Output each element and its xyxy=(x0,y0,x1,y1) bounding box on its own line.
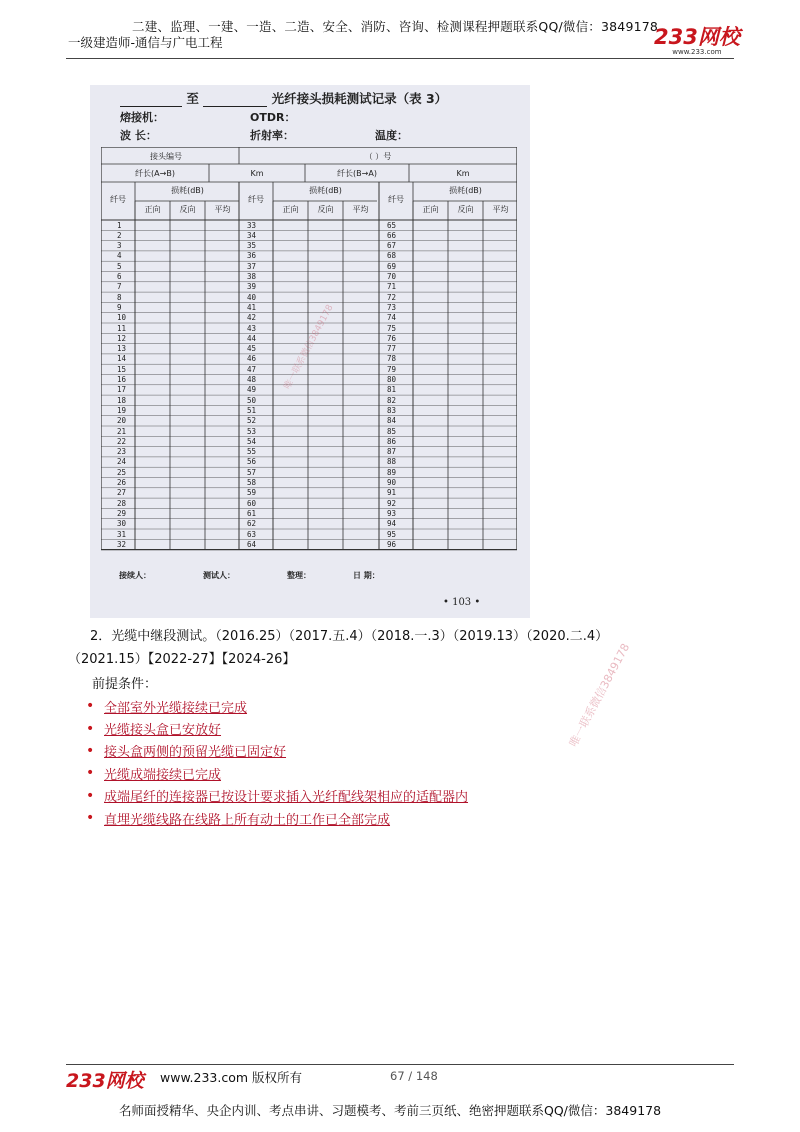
fiber-number: 56 xyxy=(247,457,257,467)
fiber-number: 4 xyxy=(117,251,122,261)
reverse-header: 反向 xyxy=(457,205,474,214)
fiber-number: 76 xyxy=(387,333,397,343)
bullet-icon: • xyxy=(86,810,95,827)
condition-link[interactable]: 全部室外光缆接续已完成 xyxy=(104,700,248,716)
fiber-number: 91 xyxy=(387,488,397,498)
scanned-test-record-image xyxy=(90,85,530,618)
fiber-number: 50 xyxy=(247,395,257,405)
fiber-no-header: 纤号 xyxy=(110,195,126,204)
fiber-number: 41 xyxy=(247,302,257,312)
fiber-number: 77 xyxy=(387,344,397,354)
average-header: 平均 xyxy=(492,205,509,214)
len-ab-label: 纤长(A→B) xyxy=(135,169,175,178)
scan-watermark: 唯一联系微信3849178 xyxy=(282,303,336,392)
fiber-number: 89 xyxy=(387,467,397,477)
fiber-number: 90 xyxy=(387,478,397,487)
loss-header: 损耗(dB) xyxy=(171,186,204,195)
bullet-icon: • xyxy=(86,787,95,804)
fiber-number: 43 xyxy=(247,323,257,333)
test-record-grid xyxy=(101,147,517,618)
fiber-number: 70 xyxy=(387,272,397,281)
fiber-no-header: 纤号 xyxy=(388,195,404,204)
joint-no-value: （ ）号 xyxy=(364,152,392,161)
list-item xyxy=(86,762,468,784)
len-ba-unit: Km xyxy=(456,169,470,178)
fiber-number: 19 xyxy=(117,405,127,415)
footer-organizer: 整理： xyxy=(287,571,311,580)
len-ab-unit: Km xyxy=(250,169,264,178)
fiber-number: 54 xyxy=(247,436,257,446)
fiber-number: 9 xyxy=(117,302,122,312)
fiber-number: 37 xyxy=(247,261,257,271)
condition-link[interactable]: 光缆成端接续已完成 xyxy=(104,767,222,783)
fiber-number: 85 xyxy=(387,426,397,436)
bullet-icon: • xyxy=(86,698,95,715)
fiber-number: 12 xyxy=(117,333,127,343)
fiber-number: 36 xyxy=(247,251,257,261)
fiber-number: 29 xyxy=(117,508,127,518)
fiber-number: 31 xyxy=(117,529,127,539)
fiber-number: 92 xyxy=(387,498,397,508)
fiber-number: 39 xyxy=(247,282,257,292)
footer-site: www.233.com 版权所有 xyxy=(160,1070,302,1085)
condition-link[interactable]: 成端尾纤的连接器已按设计要求插入光纤配线架相应的适配器内 xyxy=(104,790,469,806)
fiber-number: 3 xyxy=(117,241,122,251)
fiber-number: 87 xyxy=(387,447,397,457)
fiber-number: 14 xyxy=(117,354,127,364)
fiber-number: 35 xyxy=(247,241,257,251)
fiber-number: 20 xyxy=(117,416,127,426)
bullet-icon: • xyxy=(86,742,95,759)
scan-line-wavelength: 波 长： xyxy=(120,129,157,142)
brand-logo-top xyxy=(654,21,740,56)
logo-text: 233网校 xyxy=(654,25,740,49)
forward-header: 正向 xyxy=(422,205,439,214)
fiber-number: 28 xyxy=(117,498,127,508)
fiber-number: 32 xyxy=(117,539,127,549)
forward-header: 正向 xyxy=(282,205,299,214)
scan-title: 至 光纤接头损耗测试记录（表 3） xyxy=(120,89,447,107)
fiber-number: 61 xyxy=(247,508,257,518)
fiber-number: 16 xyxy=(117,375,127,384)
scan-line-otdr: OTDR： xyxy=(250,111,296,124)
fiber-number: 66 xyxy=(387,230,397,240)
fiber-number: 21 xyxy=(117,426,127,436)
fiber-number: 57 xyxy=(247,467,257,477)
section-heading-line2: （2021.15）【2022-27】【2024-26】 xyxy=(68,652,296,667)
fiber-number: 68 xyxy=(387,251,397,261)
fiber-number: 75 xyxy=(387,323,397,333)
fiber-number: 11 xyxy=(117,323,127,333)
footer-divider xyxy=(66,1064,734,1065)
fiber-number: 82 xyxy=(387,395,397,405)
fiber-number: 52 xyxy=(247,416,257,426)
footer-date: 日 期： xyxy=(353,571,380,580)
forward-header: 正向 xyxy=(144,205,161,214)
fiber-number: 84 xyxy=(387,416,397,426)
list-item xyxy=(86,740,468,762)
fiber-number: 60 xyxy=(247,498,257,508)
fiber-number: 1 xyxy=(117,220,122,230)
fiber-number: 5 xyxy=(117,261,122,271)
scan-line-machine: 熔接机： xyxy=(120,111,164,124)
fiber-number: 59 xyxy=(247,488,257,498)
loss-header: 损耗(dB) xyxy=(449,186,482,195)
condition-link[interactable]: 光缆接头盒已安放好 xyxy=(104,723,222,739)
list-item xyxy=(86,807,468,829)
condition-link[interactable]: 直埋光缆线路在线路上所有动土的工作已全部完成 xyxy=(104,812,391,828)
conditions-list xyxy=(86,695,468,829)
header-divider xyxy=(66,58,734,59)
fiber-number: 80 xyxy=(387,375,397,384)
fiber-number: 27 xyxy=(117,488,127,498)
fiber-number: 45 xyxy=(247,344,257,354)
average-header: 平均 xyxy=(214,205,231,214)
logo-text: 233网校 xyxy=(66,1070,144,1092)
condition-link[interactable]: 接头盒两侧的预留光缆已固定好 xyxy=(104,745,287,761)
fiber-number: 51 xyxy=(247,405,257,415)
fiber-number: 2 xyxy=(117,230,122,240)
footer-promo-line: 名师面授精华、央企内训、考点串讲、习题模考、考前三页纸、绝密押题联系QQ/微信：3849178 xyxy=(119,1103,662,1118)
scan-line-temperature: 温度： xyxy=(375,129,408,142)
scan-line-refractive: 折射率： xyxy=(250,129,294,142)
fiber-number: 22 xyxy=(117,436,127,446)
fiber-number: 62 xyxy=(247,519,257,529)
fiber-number: 95 xyxy=(387,529,397,539)
fiber-number: 38 xyxy=(247,272,257,281)
fiber-number: 72 xyxy=(387,292,397,302)
fiber-number: 6 xyxy=(117,272,122,281)
fiber-number: 71 xyxy=(387,282,397,292)
header-contact-line: 二建、监理、一建、一造、二造、安全、消防、咨询、检测课程押题联系QQ/微信：3849178 xyxy=(132,19,659,34)
fiber-number: 73 xyxy=(387,302,397,312)
brand-logo-bottom xyxy=(66,1066,144,1093)
fiber-number: 81 xyxy=(387,385,397,395)
list-item xyxy=(86,785,468,807)
fiber-number: 78 xyxy=(387,354,397,364)
fiber-number: 65 xyxy=(387,220,397,230)
fiber-number: 26 xyxy=(117,478,127,487)
fiber-number: 79 xyxy=(387,364,397,374)
fiber-number: 46 xyxy=(247,354,257,364)
fiber-number: 10 xyxy=(117,313,127,323)
fiber-number: 17 xyxy=(117,385,127,395)
fiber-number: 25 xyxy=(117,467,127,477)
fiber-no-header: 纤号 xyxy=(248,195,264,204)
fiber-number: 88 xyxy=(387,457,397,467)
fiber-number: 49 xyxy=(247,385,257,395)
joint-no-label: 接头编号 xyxy=(150,152,182,161)
fiber-number: 64 xyxy=(247,539,257,549)
fiber-number: 23 xyxy=(117,447,127,457)
fiber-number: 30 xyxy=(117,519,127,529)
fiber-number: 47 xyxy=(247,364,257,374)
fiber-number: 63 xyxy=(247,529,257,539)
fiber-number: 94 xyxy=(387,519,397,529)
footer-tester: 测试人： xyxy=(203,571,235,580)
body-watermark: 唯一联系微信3849178 xyxy=(566,641,633,750)
fiber-number: 42 xyxy=(247,313,257,323)
fiber-number: 96 xyxy=(387,539,397,549)
fiber-number: 74 xyxy=(387,313,397,323)
footer-page-number: 67 / 148 xyxy=(390,1069,438,1083)
fiber-number: 48 xyxy=(247,375,257,384)
len-ba-label: 纤长(B→A) xyxy=(337,169,377,178)
conditions-title: 前提条件： xyxy=(92,677,158,692)
bullet-icon: • xyxy=(86,765,95,782)
fiber-number: 34 xyxy=(247,230,257,240)
fiber-number: 69 xyxy=(387,261,397,271)
reverse-header: 反向 xyxy=(179,205,196,214)
fiber-number: 58 xyxy=(247,478,257,487)
fiber-number: 93 xyxy=(387,508,397,518)
fiber-number: 24 xyxy=(117,457,127,467)
fiber-number: 7 xyxy=(117,282,122,292)
fiber-number: 18 xyxy=(117,395,127,405)
fiber-number: 55 xyxy=(247,447,257,457)
fiber-number: 33 xyxy=(247,220,257,230)
fiber-number: 13 xyxy=(117,344,127,354)
fiber-number: 53 xyxy=(247,426,257,436)
scan-page-number: • 103 • xyxy=(443,597,481,608)
fiber-number: 83 xyxy=(387,405,397,415)
section-heading-line1: 2．光缆中继段测试。（2016.25）（2017.五.4）（2018.一.3）（2019.13）（2020.二.4） xyxy=(90,629,609,644)
fiber-number: 44 xyxy=(247,333,257,343)
list-item xyxy=(86,717,468,739)
average-header: 平均 xyxy=(352,205,369,214)
fiber-number: 8 xyxy=(117,292,122,302)
bullet-icon: • xyxy=(86,720,95,737)
logo-url: www.233.com xyxy=(672,48,722,56)
fiber-number: 40 xyxy=(247,292,257,302)
header-subtitle: 一级建造师-通信与广电工程 xyxy=(68,35,223,50)
loss-header: 损耗(dB) xyxy=(309,186,342,195)
reverse-header: 反向 xyxy=(317,205,334,214)
footer-joiner: 接续人： xyxy=(119,571,151,580)
fiber-number: 86 xyxy=(387,436,397,446)
list-item xyxy=(86,695,468,717)
fiber-number: 67 xyxy=(387,241,397,251)
fiber-number: 15 xyxy=(117,364,127,374)
